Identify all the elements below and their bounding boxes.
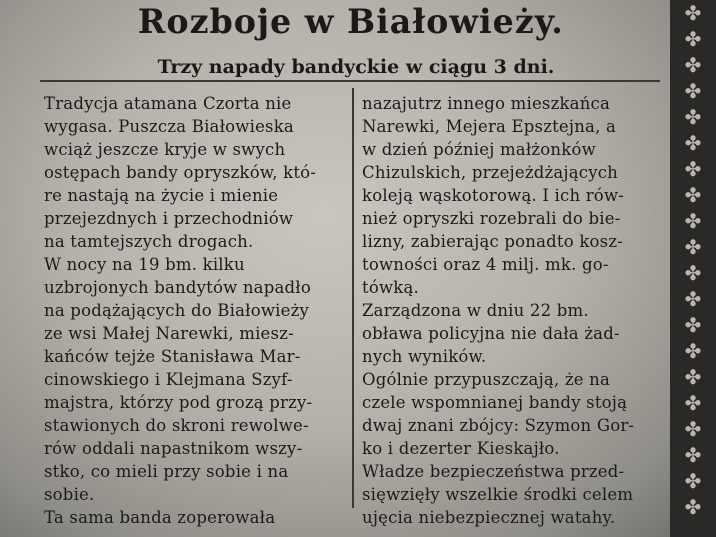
right-column <box>362 92 658 529</box>
text-line: Ta sama banda zoperowała <box>44 508 276 527</box>
text-line: nych wyników. <box>362 347 487 366</box>
text-line: kańców tejże Stanisława Mar- <box>44 347 301 366</box>
text-line: na tamtejszych drogach. <box>44 232 254 251</box>
text-line: re nastają na życie i mienie <box>44 186 279 205</box>
ornament-icon: ✤ <box>684 209 702 233</box>
ornament-icon: ✤ <box>684 53 702 77</box>
text-line: ostępach bandy opryszków, któ- <box>44 163 317 182</box>
ornament-icon: ✤ <box>684 27 702 51</box>
text-line: majstra, którzy pod grozą przy- <box>44 393 313 412</box>
text-line: wciąż jeszcze kryje w swych <box>44 140 286 159</box>
ornament-icon: ✤ <box>684 235 702 259</box>
text-line: wygasa. Puszcza Białowieska <box>44 117 294 136</box>
text-line: tówką. <box>362 278 419 297</box>
text-line: cinowskiego i Klejmana Szyf- <box>44 370 293 389</box>
text-line: sięwzięły wszelkie środki celem <box>362 485 634 504</box>
text-line: stawionych do skroni rewolwe- <box>44 416 309 435</box>
text-line: W nocy na 19 bm. kilku <box>44 255 245 274</box>
text-line: nazajutrz innego mieszkańca <box>362 94 611 113</box>
text-line: Chizulskich, przejeżdżających <box>362 163 618 182</box>
ornament-icon: ✤ <box>684 183 702 207</box>
text-line: ko i dezerter Kieskajło. <box>362 439 560 458</box>
column-divider <box>352 88 354 508</box>
text-line: ze wsi Małej Narewki, miesz- <box>44 324 294 343</box>
text-line: towności oraz 4 milj. mk. go- <box>362 255 609 274</box>
text-line: obława policyjna nie dała żad- <box>362 324 620 343</box>
text-line: Tradycja atamana Czorta nie <box>44 94 292 113</box>
text-line: przejezdnych i przechodniów <box>44 209 294 228</box>
ornament-icon: ✤ <box>684 1 702 25</box>
text-line: Władze bezpieczeństwa przed- <box>362 462 625 481</box>
title-rule <box>40 80 660 82</box>
ornament-icon: ✤ <box>684 365 702 389</box>
ornamental-border <box>670 0 716 537</box>
ornament-icon: ✤ <box>684 339 702 363</box>
text-line: uzbrojonych bandytów napadło <box>44 278 311 297</box>
ornament-icon: ✤ <box>684 417 702 441</box>
text-line: Zarządzona w dniu 22 bm. <box>362 301 589 320</box>
ornament-icon: ✤ <box>684 469 702 493</box>
article-subheadline: Trzy napady bandyckie w ciągu 3 dni. <box>157 56 555 78</box>
text-line: w dzień później małżonków <box>362 140 596 159</box>
text-line: koleją wąskotorową. I ich rów- <box>362 186 625 205</box>
ornament-icon: ✤ <box>684 261 702 285</box>
text-line: rów oddali napastnikom wszy- <box>44 439 303 458</box>
text-line: dwaj znani zbójcy: Szymon Gor- <box>362 416 635 435</box>
text-line: nież opryszki rozebrali do bie- <box>362 209 621 228</box>
text-line: lizny, zabierając ponadto kosz- <box>362 232 623 251</box>
ornament-icon: ✤ <box>684 495 702 519</box>
text-line: Narewki, Mejera Epsztejna, a <box>362 117 616 136</box>
ornament-icon: ✤ <box>684 287 702 311</box>
ornament-icon: ✤ <box>684 105 702 129</box>
text-line: sobie. <box>44 485 95 504</box>
text-line: stko, co mieli przy sobie i na <box>44 462 289 481</box>
ornament-icon: ✤ <box>684 443 702 467</box>
left-column <box>44 92 344 529</box>
ornament-icon: ✤ <box>684 313 702 337</box>
ornament-icon: ✤ <box>684 157 702 181</box>
ornament-icon: ✤ <box>684 131 702 155</box>
ornament-icon: ✤ <box>684 79 702 103</box>
ornament-icon: ✤ <box>684 391 702 415</box>
text-line: ujęcia niebezpiecznej watahy. <box>362 508 616 527</box>
text-line: czele wspomnianej bandy stoją <box>362 393 628 412</box>
article-headline: Rozboje w Białowieży. <box>137 2 564 42</box>
text-line: Ogólnie przypuszczają, że na <box>362 370 611 389</box>
text-line: na podążających do Białowieży <box>44 301 310 320</box>
